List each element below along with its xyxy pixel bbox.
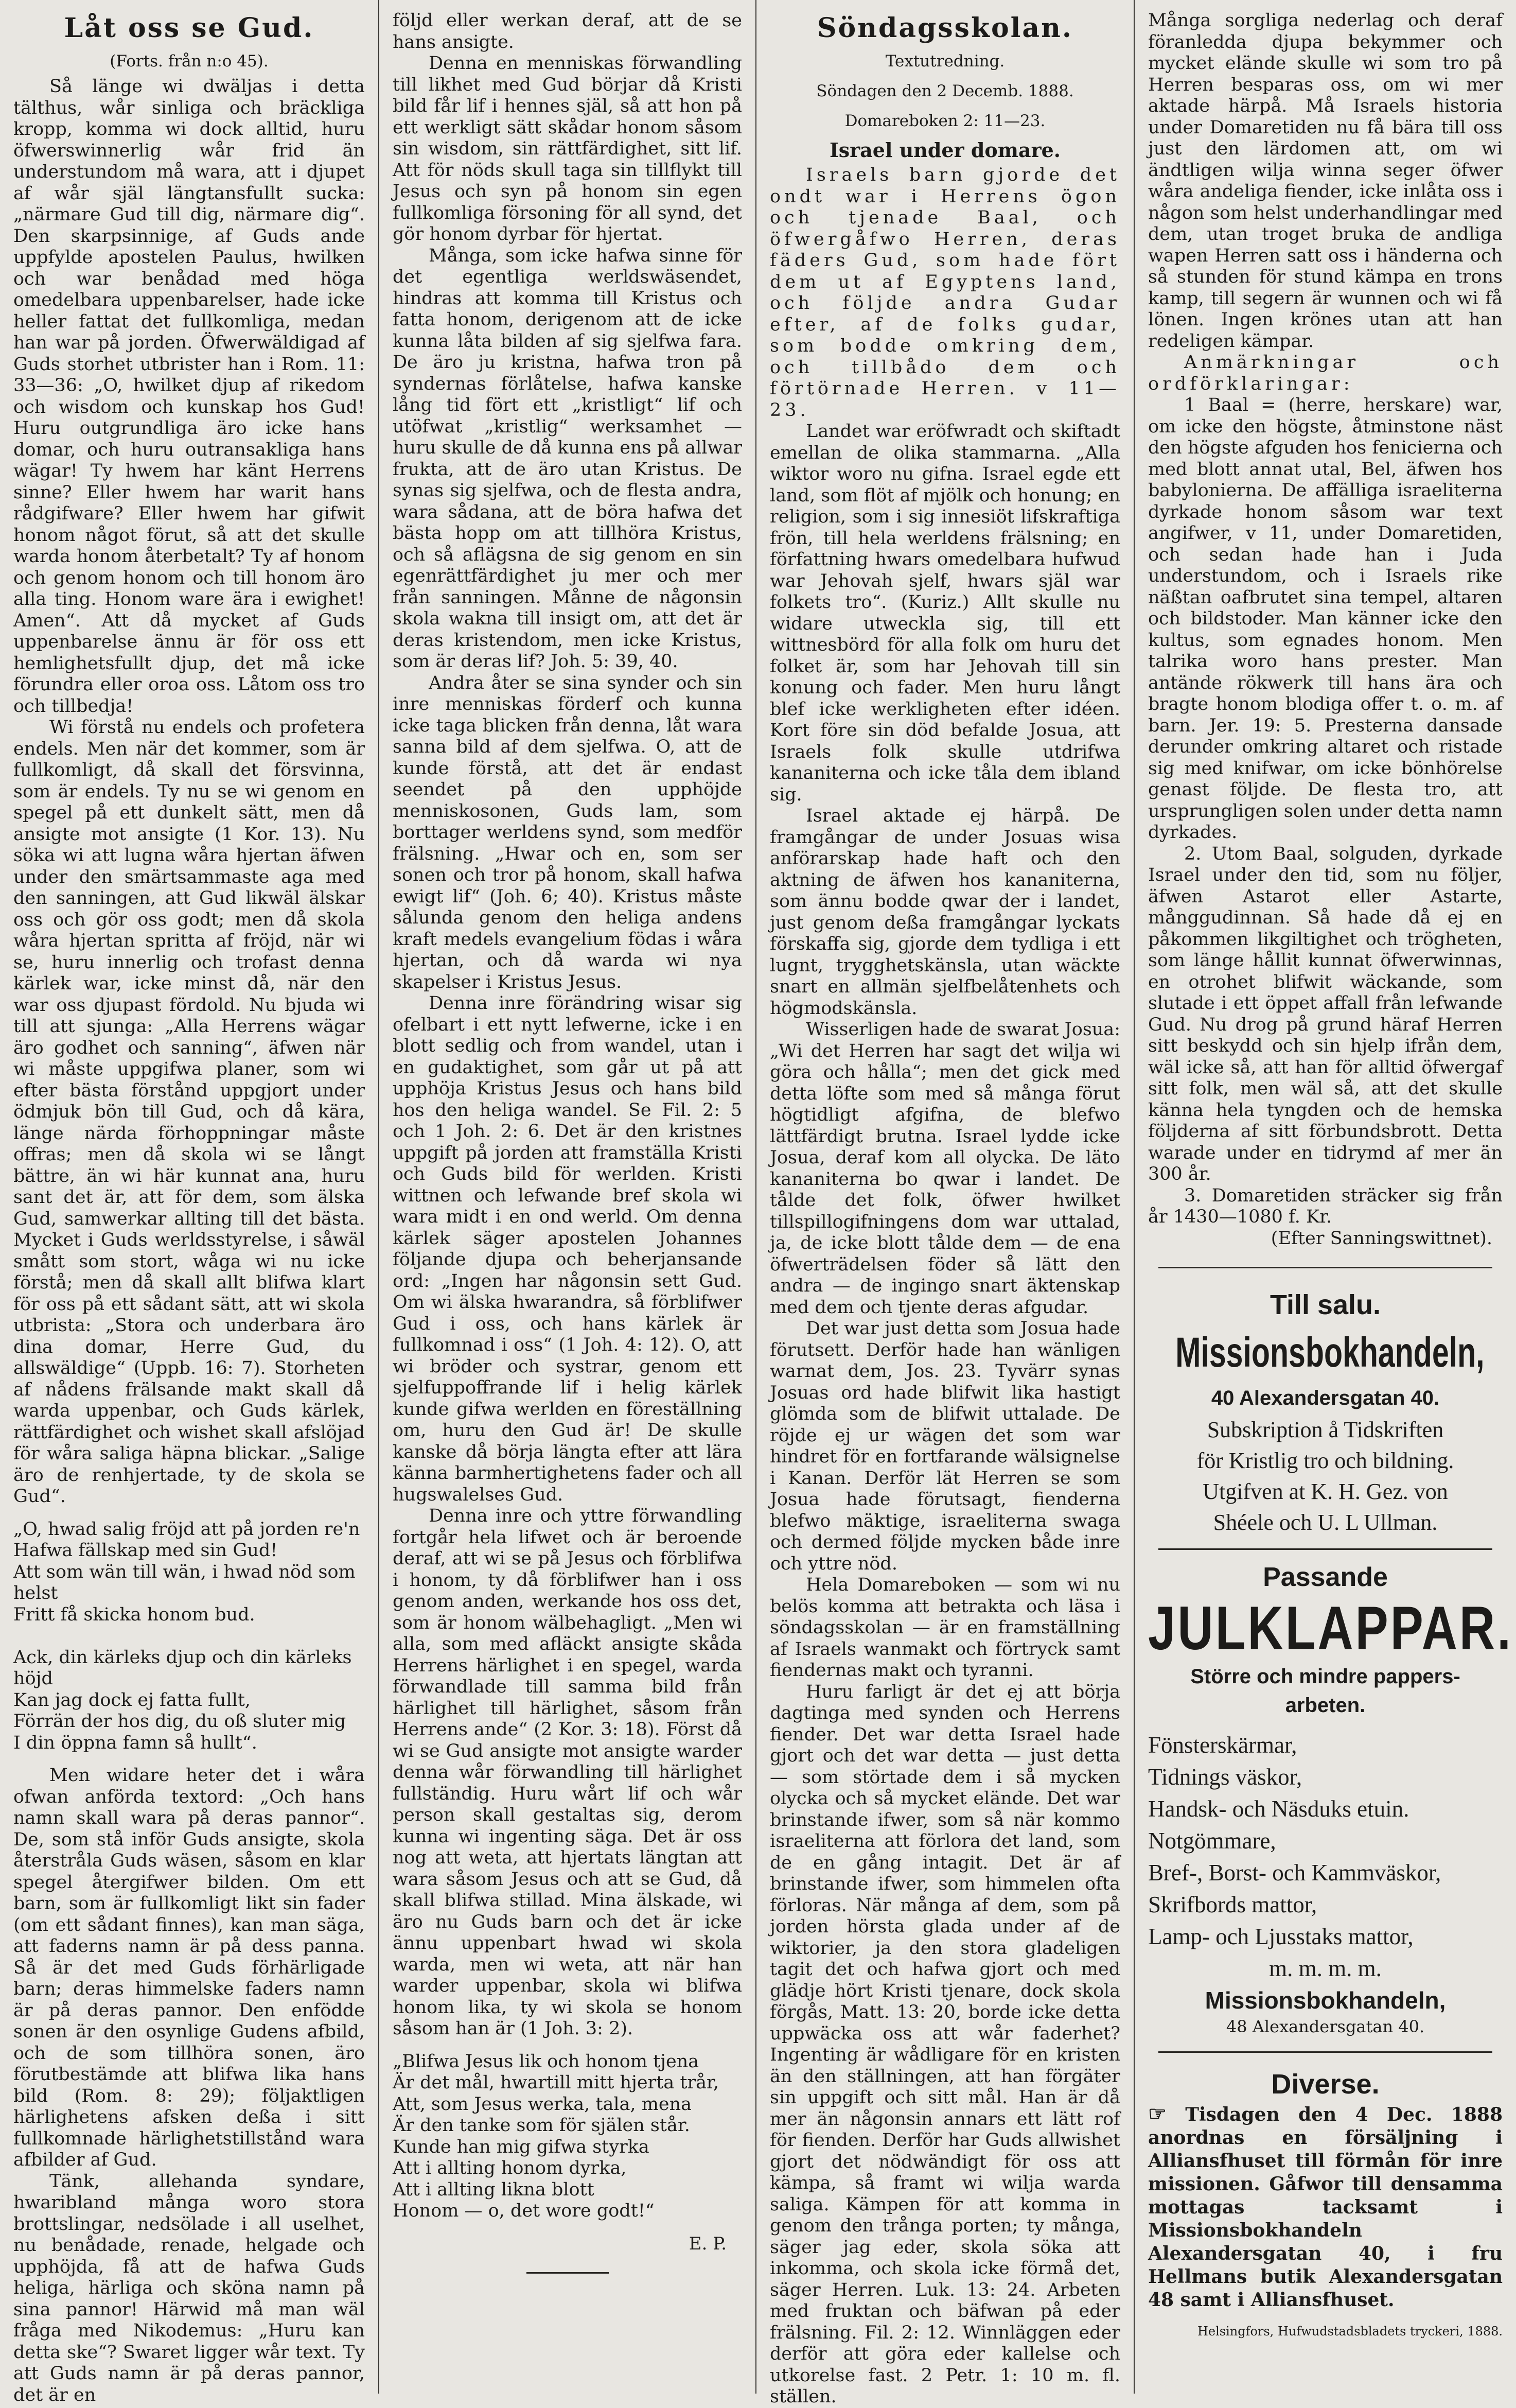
ad-separator (1158, 2051, 1492, 2053)
item: Notgömmare, (1148, 1828, 1276, 1854)
poem-line: Hafwa fällskap med sin Gud! (13, 1540, 278, 1561)
paragraph: Hela Domareboken — som wi nu belös komma att betrakta och läsa i söndagsskolan — är en framställning af Israels wanmakt och förtryck samt fiendernas makt och tyranni. (770, 1575, 1120, 1681)
poem-line: Förrän der hos dig, du oß sluter mig (13, 1711, 346, 1732)
poem-line: Ack, din kärleks djup och din kärleks höjd (13, 1647, 352, 1689)
lesson-date: Söndagen den 2 Decemb. 1888. (816, 82, 1074, 100)
shop-name: Missionsbokhandeln, (1175, 1329, 1485, 1376)
paragraph: Wisserligen hade de swarat Josua: „Wi det Herren har sagt det wilja wi göra och hålla“; men det gick med detta löfte som med så många förut högtidligt afgifna, de blefwo lättfärdigt brutna. Israel lydde icke Josua, deraf kom all olycka. De läto kananiterna bo qwar i landet. De tålde det folk, öfwer hwilket tillspillogifningens dom war uttalad, ja, de icke blott tålde dem — de ena öfwerträdelsen föder så lätt den andra — de ingingo snart äktenskap med dem och tjente deras afgudar. (770, 1019, 1120, 1318)
item: Handsk- och Näsduks etuin. (1148, 1796, 1409, 1822)
note: 1 Baal = (herre, herskare) war, om icke den högste, åtminstone näst den högste afguden hos fenicierna och med blott annat utal, Bel, äfwen hos babylonierna. De affälliga israeliterna dyrkade honom såsom war text angifwer, v 11, under Domaretiden, och sedan hade han i Juda understundom, och i Israels rike näßtan oafbrutet sina tempel, altaren och bildstoder. Man känner icke den kultus, som egnades honom. Men talrika woro hans prester. Man antände rökwerk till hans ära och bragte honom blodiga offer t. o. m. af barn. Jer. 19: 5. Presterna dansade derunder omkring altaret och ristade sig med knifwar, om icke bönhörelse genast följde. De flesta tro, att ursprungligen solen under detta namn dyrkades. (1148, 395, 1503, 843)
paragraph: Landet war eröfwradt och skiftadt emellan de olika stammarna. „Alla wiktor woro nu gifna. Israel egde ett land, som flöt af mjölk och honung; en religion, som i sig innesiöt lifskraftiga frön, till hela werldens frälsning; en författning hwars omedelbara hufwud war Jehovah sjelf, hwars själ war folkets tro“. (Kuriz.) Allt skulle nu widare utweckla sig, till ett wittnesbörd för alla folk om huru det folket är, som har Jehovah till sin konung och fader. Men huru långt blef icke werkligheten efter idéen. Kort före sin död befalde Josua, att Israels folk skulle utdrifwa kananiterna och icke tåla dem ibland sig. (770, 421, 1120, 805)
paragraph: Wi förstå nu endels och profetera endels. Men när det kommer, som är fullkomligt, då skall det försvinna, som är endels. Ty nu se wi genom en spegel på ett dunkelt sätt, men då ansigte mot ansigte (1 Kor. 13). Nu söka wi att lugna wåra hjertan äfwen under den smärtsammaste aga med den sanningen, att Gud likwäl älskar oss och gör oss godt; men då skola wåra hjertan spritta af fröjd, när wi se, huru innerlig och trofast denna kärlek war, icke minst då, när den war oss djupast fördold. Nu bjuda wi till att sjunga: „Alla Herrens wägar äro godhet och sanning“, äfwen när wi måste uppgifwa planer, som wi efter bästa förstånd uppgjort under ödmjuk bön till Gud, och då kära, länge närda förhoppningar måste offras; men då skola wi se långt bättre, än wi här kunnat ana, huru sant det är, att för dem, som älska Gud, samwerkar allting till det bästa. Mycket i Guds werldsstyrelse, i såwäl smått som stort, wåga wi nu icke förstå; men då skall allt blifwa klart för oss på ett sådant sätt, att wi skola utbrista: „Stora och underbara äro dina domar, Herre Gud, du allswäldige“ (Uppb. 16: 7). Storheten af nådens frälsande makt skall då warda uppenbar, och Guds kärlek, rättfärdighet och wishet skall afslöjad för wåra saliga häpna blickar. „Salige äro de renhjertade, ty de skola se Gud“. (13, 717, 365, 1507)
continuation-note: (Forts. från n:o 45). (110, 52, 269, 71)
ad-line: Shéele och U. L Ullman. (1213, 1510, 1438, 1535)
item: Lamp- och Ljusstaks mattor, (1148, 1924, 1414, 1949)
poem-line (13, 1626, 365, 1647)
poem-line: Honom — o, det wore godt!“ (393, 2201, 655, 2221)
ad-subtitle: Större och mindre pappers-arbeten. (1190, 1665, 1460, 1717)
poem-line: Kunde han mig gifwa styrka (393, 2136, 649, 2157)
ad-title: Passande (1263, 1562, 1388, 1592)
ad-title: Till salu. (1270, 1289, 1381, 1320)
ad-text: Tisdagen den 4 Dec. 1888 anordnas en försäljning i Alliansfhuset till förmån för inre missionen. Gåfwor till densamma mottagas tacksamt i Missionsbokhandeln Alexandersgatan 40, i fru Hellmans butik Alexandersgatan 48 samt i Alliansfhuset. (1148, 2103, 1503, 2311)
ad-title: Diverse. (1271, 2068, 1380, 2100)
item-list (1148, 1729, 1503, 1984)
poem-line: I din öppna famn så hullt“. (13, 1732, 257, 1753)
note: 2. Utom Baal, solguden, dyrkade Israel under den tid, som nu följer, äfwen Astarot eller Astarte, månggudinnan. Så hade då ej en påkommen likgiltighet och trögheten, som länge hållit kunnat öfwerwinnas, en otrohet blifwit wäckande, som slutade i ett öppet affall från lefwande Gud. Nu drog på grund häraf Herren sitt beskydd och sin hjelp ifrån dem, wäl icke så, att han för alltid öfwergaf sitt folk, men wäl så, att det skulle känna hela tyngden och de hemska följderna af sitt förbundsbrott. Detta warade under en tidrymd af mer än 300 år. (1148, 843, 1503, 1184)
pointing-hand-icon: ☞ (1148, 2101, 1167, 2126)
ad-separator (1158, 1267, 1492, 1268)
section-title: Söndagsskolan. (817, 12, 1073, 44)
poem-line: Att, som Jesus werka, tala, mena (393, 2093, 692, 2115)
ad-body (1148, 1415, 1503, 1538)
column-4 (1135, 10, 1516, 2388)
poem-line: Är det mål, hwartill mitt hjerta trår, (393, 2072, 719, 2093)
ad-headline: JULKLAPPAR. (1148, 1594, 1513, 1663)
item: Fönsterskärmar, (1148, 1732, 1297, 1758)
poem-line: Att i allting honom dyrka, (393, 2158, 627, 2178)
paragraph: Israel aktade ej härpå. De framgångar de under Josuas wisa anförarskap hade haft och den aktning de äfwen hos kananiterna, som ännu bodde qwar der i landet, just genom deßa framgångar lyckats förskaffa sig, gjorde dem tydliga i ett lugnt, trygghetskänsla, utan wäckte snart en allmän sjelfbelåtenhets och högmodskänsla. (770, 806, 1120, 1019)
poem-line: Att som wän till wän, i hwad nöd som helst (13, 1561, 356, 1603)
column-2 (379, 10, 755, 2388)
article-title: Låt oss se Gud. (64, 12, 314, 44)
paragraph: Många sorgliga nederlag och deraf föranledda djupa bekymmer och mycket elände skulle wi som tro på Herren besparas oss, om wi mer aktade härpå. Må Israels historia under Domaretiden nu få bära till oss just den lärdomen att, om wi ändtligen wilja winna seger öfwer wåra andeliga fiender, icke inlåta oss i någon som helst underhandlingar med dem, utan troget bruka de andliga wapen Herren satt oss i händerna och så stunden för stund kämpa en trons kamp, till segern är wunnen och wi få lönen. Ingen krönes utan att han redeligen kämpar. (1148, 10, 1503, 352)
item: m. m. m. m. (1269, 1956, 1382, 1981)
shop-address: 40 Alexandersgatan 40. (1211, 1387, 1440, 1409)
column-3 (756, 10, 1134, 2407)
poem-line: Kan jag dock ej fatta fullt, (13, 1689, 251, 1711)
ad-separator (1158, 1548, 1492, 1550)
signature: E. P. (689, 2233, 727, 2254)
scripture-text: Israels barn gjorde det ondt war i Herrens ögon och tjenade Baal, och öfwergåfwo Herren, deras fäders Gud, som hade fört dem ut af Egyptens land, och följde andra Gudar efter, af de folks gudar, som bodde omkring dem, och tillbådo dem och förtörnade Herren. v 11—23. (770, 165, 1120, 421)
poem (13, 1519, 365, 1754)
paragraph: följd eller werkan deraf, att de se hans ansigte. (393, 10, 742, 53)
paragraph: Så länge wi dwäljas i detta tälthus, wår sinliga och bräckliga kropp, komma wi dock alltid, huru öfwerswinnerlig wår frid än understundom må wara, att i djupet af wår själ längtansfullt sucka: „närmare Gud till dig, närmare dig“. Den skarpsinnige, af Guds ande uppfylde apostelen Paulus, hwilken och war benådad med höga omedelbara uppenbarelser, hade icke heller fattat det fullkomliga, medan han war på jorden. Öfwerwäldigad af Guds storhet utbrister han i Rom. 11: 33—36: „O, hwilket djup af rikedom och wisdom och kunskap hos Gud! Huru outgrundliga äro icke hans domar, och huru outransakliga hans wägar! Ty hwem har känt Herrens sinne? Eller hwem har warit hans rådgifware? Eller hwem har gifwit honom något förut, så att det skulle warda honom återbetalt? Ty af honom och genom honom och till honom äro alla ting. Honom ware ära i ewighet! Amen“. Att då mycket af Guds uppenbarelse ännu är för oss ett hemlighetsfullt djup, det må icke förundra eller oroa oss. Låtom oss tro och tillbedja! (13, 76, 365, 717)
lesson-heading: Israel under domare. (829, 138, 1061, 162)
poem-line: „Blifwa Jesus lik och honom tjena (393, 2051, 699, 2072)
poem-line: Att i allting likna blott (393, 2179, 594, 2200)
paragraph: Denna inre och yttre förwandling fortgår hela lifwet och är beroende deraf, att wi se på Jesus och förblifwa i honom, ty då förblifwer han i oss genom anden, werkande hos oss det, som är honom wälbehagligt. „Men wi alla, som med afläckt ansigte skåda Herrens härlighet i en spegel, warda förwandlade till samma bild från härlighet till härlighet, såsom från Herrens ande“ (2 Kor. 3: 18). Först då wi se Gud ansigte mot ansigte warder denna wår förwandling till härlighet fullständig. Huru wårt lif och wår person skall gestaltas sig, derom kunna wi ingenting säga. Det är oss nog att weta, att hjertats längtan att wara såsom Jesus och att se Gud, då skall blifwa stillad. Mina älskade, wi äro nu Guds barn och det är icke ännu uppenbart hwad wi skola warda, men wi weta, att när han warder uppenbar, skola wi blifwa honom lika, ty wi skola se honom såsom han är (1 Joh. 3: 2). (393, 1506, 742, 2039)
credit: (Efter Sanningswittnet). (1271, 1228, 1492, 1249)
printer-imprint: Helsingfors, Hufwudstadsbladets tryckeri, 1888. (1197, 2324, 1503, 2339)
paragraph: Det war just detta som Josua hade förutsett. Derför hade han wänligen warnat dem, Jos. 23. Tyvärr synas Josuas ord hade blifwit lika hastigt glömda som de blifwit uttalade. De röjde ej ur wägen det som war hindret för en fortfarande wälsignelse i Kanan. Derför lät Herren se som Josua hade förutsagt, fienderna blefwo mäktige, israeliterna swaga och dermed följde mycken både inre och yttre nöd. (770, 1318, 1120, 1574)
ad-line: för Kristlig tro och bildning. (1196, 1448, 1454, 1473)
item: Skrifbords mattor, (1148, 1892, 1317, 1917)
shop-address: 48 Alexandersgatan 40. (1226, 2017, 1425, 2036)
column-1 (0, 10, 378, 2405)
ad-line: Utgifven at K. H. Gez. von (1203, 1479, 1448, 1504)
notes-heading: Anmärkningar och ordförklaringar: (1148, 352, 1503, 394)
paragraph: Huru farligt är det ej att börja dagtinga med synden och Herrens fiender. Det war detta Israel hade gjort och det war detta — just detta — som störtade dem i så mycken olycka och så mycket elände. Det war brinstande ifwer, som så när kommo israeliterna att förlora det land, som de en gång intagit. Det är af brinstande ifwer, som himmelen ofta förloras. När många af dem, som på jorden hörsta glada under af de wiktorier, ja den stora gladeligen tagit det och hafwa gjort och med glädje hört Kristi tjenare, dock skola förgås, Matt. 13: 20, borde icke detta uppwäcka oss att wår faderhet? Ingenting är wådligare för en kristen än den ställningen, att han förgäter sin uppgift och sitt mål. Han är då mer än någonsin annars ett lätt rof för fienden. Derför har Guds allwishet gjort det nödwändigt för oss att kämpa, så framt wi wilja warda saliga. Kämpen för att komma in genom den trånga porten; ty många, säger jag eder, skola söka att inkomma, och skola icke förmå det, säger Herren. Luk. 13: 24. Arbeten med fruktan och bäfwan på eder frälsning. Fil. 2: 12. Winnläggen eder derför att göra eder kallelse och utkorelse fast. 2 Petr. 1: 10 m. fl. ställen. (770, 1681, 1120, 2407)
paragraph: Denna en menniskas förwandling till likhet med Gud börjar då Kristi bild får lif i hennes själ, så att hon på ett werkligt sätt skådar honom såsom sin wisdom, sin rättfärdighet, sitt lif. Att för nöds skull taga sin tillflykt till Jesus och syn på honom sin egen fullkomliga försoning för all synd, det gör honom dyrbar för hjertat. (393, 53, 742, 245)
note: 3. Domaretiden sträcker sig från år 1430—1080 f. Kr. (1148, 1185, 1503, 1227)
paragraph: Men widare heter det i wåra ofwan anförda textord: „Och hans namn skall wara på deras pannor“. De, som stå inför Guds ansigte, skola återstråla Guds wäsen, såsom en klar spegel återgifwer bilden. Om ett barn, som är fullkomligt likt sin fader (om ett sådant finnes), kan man säga, att faderns namn är på dess panna. Så är det med Guds förhärligade barn; deras himmelske faders namn är på deras pannor. Den enfödde sonen är den osynlige Gudens afbild, och de som tillhöra sonen, äro förutbestämde att blifwa lika hans bild (Rom. 8: 29); följaktligen härlighetens afsken deßa i sitt fullkomnade härlighetstillstånd wara afbilder af Gud. (13, 1765, 365, 2170)
shop-name: Missionsbokhandeln, (1205, 1987, 1446, 2014)
scripture-ref: Domareboken 2: 11—23. (844, 112, 1046, 130)
paragraph: Tänk, allehanda syndare, hwaribland många woro stora brottslingar, nedsölade i all uselhet, nu benådade, renade, helgade och upphöjda, få att de hafwa Guds heliga, härliga och sköna namn på sina pannor! Härwid må man wäl fråga med Nikodemus: „Huru kan detta ske“? Swaret ligger wår text. Ty att Guds namn är på deras pannor, det är en (13, 2171, 365, 2405)
item: Bref-, Borst- och Kammväskor, (1148, 1860, 1441, 1886)
section-subtitle: Textutredning. (885, 52, 1005, 71)
paragraph: Denna inre förändring wisar sig ofelbart i ett nytt lefwerne, icke i en blott sedlig och from wandel, utan i en gudaktighet, som går ut på att upphöja Kristus Jesus och hans bild hos den heliga wandel. Se Fil. 2: 5 och 1 Joh. 2: 6. Det är den kristnes uppgift på jorden att framställa Kristi och Guds bild för werlden. Kristi wittnen och lefwande bref skola wi wara midt i en ond werld. Om denna kärlek säger apostelen Johannes följande djupa och beherjansande ord: „Ingen har någonsin sett Gud. Om wi älska hwarandra, så förblifwer Gud i oss, och hans kärlek är fullkomnad i oss“ (1 Joh. 4: 12). O, att wi bröder och systrar, genom ett sjelfuppoffrande lif i helig kärlek kunde gifwa werlden en föreställning om, huru den Gud är! De skulle kanske då börja längta efter att lära känna barmhertighetens fader och all hugswalelses Gud. (393, 993, 742, 1505)
ad-line: Subskription å Tidskriften (1207, 1417, 1444, 1442)
poem-line: Fritt få skicka honom bud. (13, 1604, 255, 1625)
poem-line: Är den tanke som för själen står. (393, 2115, 690, 2136)
ad-body (1148, 2102, 1503, 2312)
paragraph: Många, som icke hafwa sinne för det egentliga werldswäsendet, hindras att komma till Kristus och fatta honom, derigenom att de icke kunna låta bilden af sig sjelfwa fara. De äro ju kristna, hafwa tron på syndernas förlåtelse, hafwa kanske lång tid fört ett „kristligt“ lif och utöfwat „kristlig“ werksamhet — huru skulle de då kunna ens på allwar frukta, att de äro utan Kristus. De synas sig sjelfwa, och de flesta andra, wara sådana, att de böra hafwa det bästa hopp om att tillhöra Kristus, och så aflägsna de sig genom en sin egenrättfärdighet ju mer och mer från sanningen. Månne de någonsin skola wakna till insigt om, att det är deras kristendom, men icke Kristus, som är deras lif? Joh. 5: 39, 40. (393, 245, 742, 672)
poem (393, 2051, 742, 2222)
paragraph: Andra åter se sina synder och sin inre menniskas förderf och kunna icke taga blicken från denna, låt wara sanna bild af dem sjelfwa. O, att de kunde förstå, att det är endast seendet på den upphöjde menniskosonen, Guds lam, som borttager werldens synd, som medför frälsning. „Hwar och en, som ser sonen och tror på honom, skall hafwa ewigt lif“ (Joh. 6; 40). Kristus måste sålunda genom den heliga andens kraft medels evangelium födas i wåra hjertan, och då warda wi nya skapelser i Kristus Jesus. (393, 672, 742, 992)
item: Tidnings väskor, (1148, 1764, 1302, 1790)
end-rule (526, 2272, 609, 2274)
poem-line: „O, hwad salig fröjd att på jorden re'n (13, 1519, 360, 1540)
